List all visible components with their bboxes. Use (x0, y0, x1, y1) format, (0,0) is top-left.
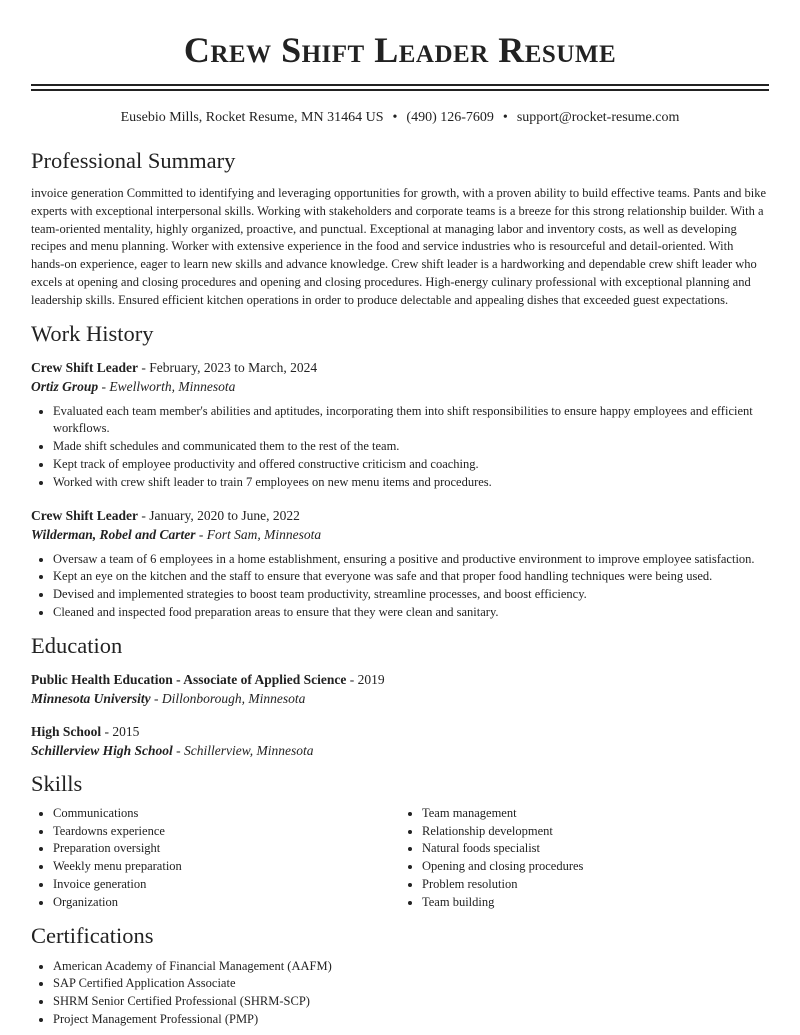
school-line (31, 689, 769, 708)
job-bullets (31, 551, 769, 622)
degree-year: - 2015 (101, 723, 140, 739)
school-location: - Schillerview, Minnesota (172, 742, 314, 758)
list-item: • Cleaned and inspected food preparation areas to ensure that they were clean and sanitary. (53, 604, 769, 622)
list-item: • Oversaw a team of 6 employees in a home establishment, ensuring a positive and productive environment to improve employee satisfaction. (53, 551, 769, 569)
work-history-section (31, 320, 769, 622)
job-org: Wilderman, Robel and Carter (31, 526, 196, 542)
job-org-line (31, 377, 769, 396)
school: Schillerview High School (31, 742, 173, 758)
education-entry (31, 722, 769, 760)
list-item: • Invoice generation (53, 876, 400, 894)
skills-list-right (400, 805, 769, 912)
contact-separator: • (502, 110, 508, 125)
contact-phone: (490) 126-7609 (406, 110, 494, 125)
job-location: - Ewellworth, Minnesota (98, 378, 236, 394)
summary-text: invoice generation Committed to identifying and leveraging opportunities for growth, with a proven ability to build effective teams. Pants and bike experts with exceptional interpersonal skills. Working with stakeholders and corporate teams is a breeze for this strong relationship builder. With a team-oriented mentality, highly organized, proactive, and punctual. Exceptional at managing labor and inventory costs, as well as developing recipes and menu planning. Worker with extensive experience in the food and service industries who is resourceful and detail-oriented. With hands-on experience, eager to learn new skills and advance knowledge. Crew shift leader is a hardworking and dependable crew shift leader who excels at opening and closing procedures and opening and closing procedures. High-energy culinary professional with exceptional planning and leadership skills. Ensured efficient kitchen operations in order to produce delectable and appealing dishes that exceeded guest expectations. (31, 186, 767, 307)
job-entry (31, 358, 769, 492)
job-entry (31, 506, 769, 622)
list-item: • Kept an eye on the kitchen and the staff to ensure that everyone was safe and that proper food handling techniques were being used. (53, 568, 769, 586)
job-dates: - February, 2023 to March, 2024 (138, 359, 318, 375)
list-item: • Teardowns experience (53, 823, 400, 841)
contact-separator: • (392, 110, 398, 125)
job-title-line (31, 506, 769, 525)
list-item: • Made shift schedules and communicated them to the rest of the team. (53, 438, 769, 456)
list-item: • Worked with crew shift leader to train 7 employees on new menu items and procedures. (53, 474, 769, 492)
job-org-line (31, 525, 769, 544)
list-item: • Evaluated each team member's abilities and aptitudes, incorporating them into shift responsibilities to ensure happy employees and efficient workflows. (53, 403, 769, 439)
degree: Public Health Education - Associate of Applied Science (31, 671, 347, 687)
skills-section (31, 770, 769, 912)
contact-line (31, 109, 769, 127)
list-item: • Opening and closing procedures (422, 858, 769, 876)
list-item: • Communications (53, 805, 400, 823)
job-location: - Fort Sam, Minnesota (195, 526, 322, 542)
list-item: • Organization (53, 894, 400, 912)
list-item: • SHRM Senior Certified Professional (SHRM-SCP) (53, 993, 769, 1011)
contact-address: Eusebio Mills, Rocket Resume, MN 31464 US (120, 110, 384, 125)
list-item: • Devised and implemented strategies to boost team productivity, streamline processes, and boost efficiency. (53, 586, 769, 604)
certifications-section (31, 922, 769, 1029)
list-item: • Weekly menu preparation (53, 858, 400, 876)
skills-list-left (31, 805, 400, 912)
list-item: • Relationship development (422, 823, 769, 841)
degree-line (31, 722, 769, 741)
school: Minnesota University (31, 690, 151, 706)
list-item: • Team management (422, 805, 769, 823)
list-item: • Kept track of employee productivity and offered constructive criticism and coaching. (53, 456, 769, 474)
section-heading-summary: Professional Summary (31, 148, 236, 173)
list-item: • SAP Certified Application Associate (53, 975, 769, 993)
degree: High School (31, 723, 102, 739)
job-title: Crew Shift Leader (31, 359, 138, 375)
list-item: • Problem resolution (422, 876, 769, 894)
list-item: • Preparation oversight (53, 840, 400, 858)
education-entry (31, 670, 769, 708)
summary-section (31, 147, 769, 310)
section-heading-education: Education (31, 632, 123, 658)
list-item: • Project Management Professional (PMP) (53, 1011, 769, 1029)
section-heading-work-history: Work History (31, 320, 154, 346)
skills-columns (31, 798, 769, 912)
degree-year: - 2019 (346, 671, 385, 687)
degree-line (31, 670, 769, 689)
page-title: Crew Shift Leader Resume (183, 30, 617, 70)
contact-email: support@rocket-resume.com (516, 110, 680, 125)
job-org: Ortiz Group (31, 378, 99, 394)
section-heading-skills: Skills (31, 770, 83, 796)
list-item: • American Academy of Financial Management (AAFM) (53, 958, 769, 976)
list-item: • Natural foods specialist (422, 840, 769, 858)
school-location: - Dillonborough, Minnesota (150, 690, 306, 706)
job-dates: - January, 2020 to June, 2022 (138, 507, 300, 523)
section-heading-certifications: Certifications (31, 922, 154, 948)
header-divider (31, 84, 769, 91)
certifications-list (31, 958, 769, 1029)
job-title: Crew Shift Leader (31, 507, 138, 523)
list-item: • Team building (422, 894, 769, 912)
education-section (31, 632, 769, 760)
school-line (31, 741, 769, 760)
job-bullets (31, 403, 769, 492)
job-title-line (31, 358, 769, 377)
